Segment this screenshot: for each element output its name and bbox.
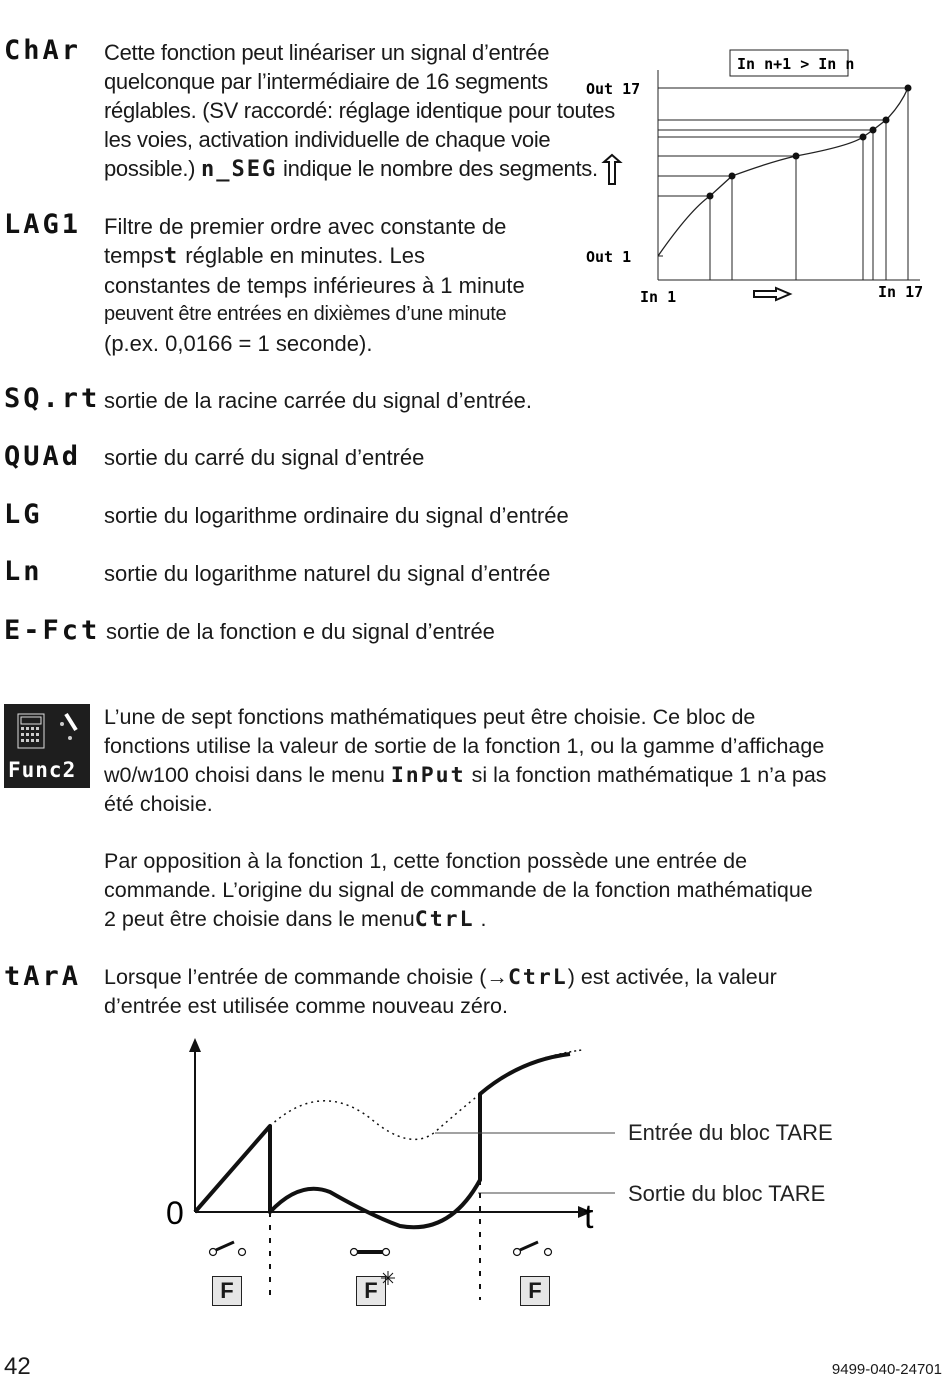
tara-ctrl-code: CtrL xyxy=(507,965,568,990)
lg-description: sortie du logarithme ordinaire du signal d’entrée xyxy=(104,503,569,528)
code-lag1: LAG1 xyxy=(4,209,82,240)
f-key-1: F xyxy=(212,1276,242,1306)
func2-icon xyxy=(4,704,90,788)
func2-p2-line-3-pre: 2 peut être choisie dans le menu xyxy=(104,907,415,931)
char-line-5-text: possible.) xyxy=(104,156,196,181)
nseg-text: indique le nombre des segments. xyxy=(283,156,598,181)
page-number: 42 xyxy=(4,1353,31,1380)
lag1-description xyxy=(104,212,525,358)
f-key-3: F xyxy=(520,1276,550,1306)
quad-description: sortie du carré du signal d’entrée xyxy=(104,445,425,470)
code-tara: tArA xyxy=(4,961,82,992)
f-key-2: F xyxy=(356,1276,386,1306)
func2-w0-text: w0/w100 choisi dans le menu xyxy=(104,763,385,787)
func2-p2-line-1: Par opposition à la fonction 1, cette fonction possède une entrée de xyxy=(104,849,748,873)
input-code: InPut xyxy=(390,763,466,788)
efct-description: sortie de la fonction e du signal d’entrée xyxy=(106,619,495,644)
tare-y-arrowhead xyxy=(189,1038,201,1052)
char-line-5 xyxy=(104,154,615,184)
tare-output-curve xyxy=(195,1054,570,1227)
switch-open-icon xyxy=(210,1242,246,1256)
arrow-right-icon xyxy=(754,288,790,300)
tare-t-label: t xyxy=(584,1198,594,1236)
lag1-line-1: Filtre de premier ordre avec constante de xyxy=(104,214,507,239)
func2-p1-line-4: été choisie. xyxy=(104,792,213,816)
t-code: t xyxy=(163,244,180,269)
nseg-code: n_SEG xyxy=(200,157,278,182)
func2-paragraph-1 xyxy=(104,703,827,819)
press-sparkle-icon xyxy=(380,1270,396,1286)
arrow-up-icon xyxy=(604,155,620,184)
code-quad: QUAd xyxy=(4,441,82,472)
switch-closed-icon xyxy=(351,1249,390,1256)
lag1-line-4: peuvent être entrées en dixièmes d’une minute xyxy=(104,303,507,325)
doc-number: 9499-040-24701 xyxy=(831,1361,942,1378)
tara-line-1 xyxy=(104,963,777,992)
func2-p1-line-3-post: si la fonction mathématique 1 n’a pas xyxy=(471,763,827,787)
tare-exit-label: Sortie du bloc TARE xyxy=(628,1181,826,1206)
char-line-3: réglables. (SV raccordé: réglage identique pour toutes xyxy=(104,98,615,123)
tara-line-2: d’entrée est utilisée comme nouveau zéro. xyxy=(104,994,508,1018)
linearization-chart xyxy=(580,40,950,310)
char-line-2: quelconque par l’intermédiaire de 16 segments xyxy=(104,69,548,94)
tare-entry-label: Entrée du bloc TARE xyxy=(628,1120,833,1145)
ln-description: sortie du logarithme naturel du signal d’entrée xyxy=(104,561,551,586)
chart-gridlines xyxy=(658,88,908,280)
switch-open-icon-2 xyxy=(514,1242,552,1256)
func2-p1-line-2: fonctions utilise la valeur de sortie de la fonction 1, ou la gamme d’affichage xyxy=(104,734,825,758)
tara-line-1-post: ) est activée, la valeur xyxy=(567,965,777,989)
chart-label-out1: Out 1 xyxy=(586,248,632,266)
func2-p2-line-2: commande. L’origine du signal de commande de la fonction mathématique xyxy=(104,878,813,902)
chart-label-in17: In 17 xyxy=(878,283,924,301)
func2-paragraph-2 xyxy=(104,847,813,934)
code-efct: E-Fct xyxy=(4,615,101,646)
chart-label-in1: In 1 xyxy=(640,288,677,306)
chart-curve xyxy=(658,88,908,256)
code-sqrt: SQ.rt xyxy=(4,383,101,414)
chart-legend-text: In n+1 > In n xyxy=(737,55,855,73)
tare-input-tail xyxy=(480,1050,582,1094)
lag1-line-2-post: réglable en minutes. Les xyxy=(185,243,425,268)
char-line-1: Cette fonction peut linéariser un signal d’entrée xyxy=(104,40,550,65)
tara-line-1-pre: Lorsque l’entrée de commande choisie (→ xyxy=(104,965,508,989)
ctrl-code: CtrL xyxy=(414,907,475,932)
lag1-line-3: constantes de temps inférieures à 1 minute xyxy=(104,273,525,298)
func2-p1-line-1: L’une de sept fonctions mathématiques peut être choisie. Ce bloc de xyxy=(104,705,756,729)
func2-p2-line-3 xyxy=(104,905,813,934)
tara-description xyxy=(104,963,777,1021)
code-char: ChAr xyxy=(4,35,82,66)
chart-points xyxy=(707,85,912,200)
code-ln: Ln xyxy=(4,556,43,587)
lag1-line-2-pre: temps xyxy=(104,243,164,268)
char-line-4: les voies, activation individuelle de chaque voie xyxy=(104,127,551,152)
func2-p2-line-3-post: . xyxy=(480,907,487,931)
code-lg: LG xyxy=(4,499,43,530)
func2-p1-line-3 xyxy=(104,761,827,790)
func2-icon-label: Func2 xyxy=(8,758,77,782)
tare-zero-label: 0 xyxy=(166,1195,184,1231)
chart-label-out17: Out 17 xyxy=(586,80,641,98)
sqrt-description: sortie de la racine carrée du signal d’entrée. xyxy=(104,388,533,413)
lag1-line-2 xyxy=(104,241,525,271)
lag1-line-5: (p.ex. 0,0166 = 1 seconde). xyxy=(104,331,373,356)
char-description xyxy=(104,38,615,184)
